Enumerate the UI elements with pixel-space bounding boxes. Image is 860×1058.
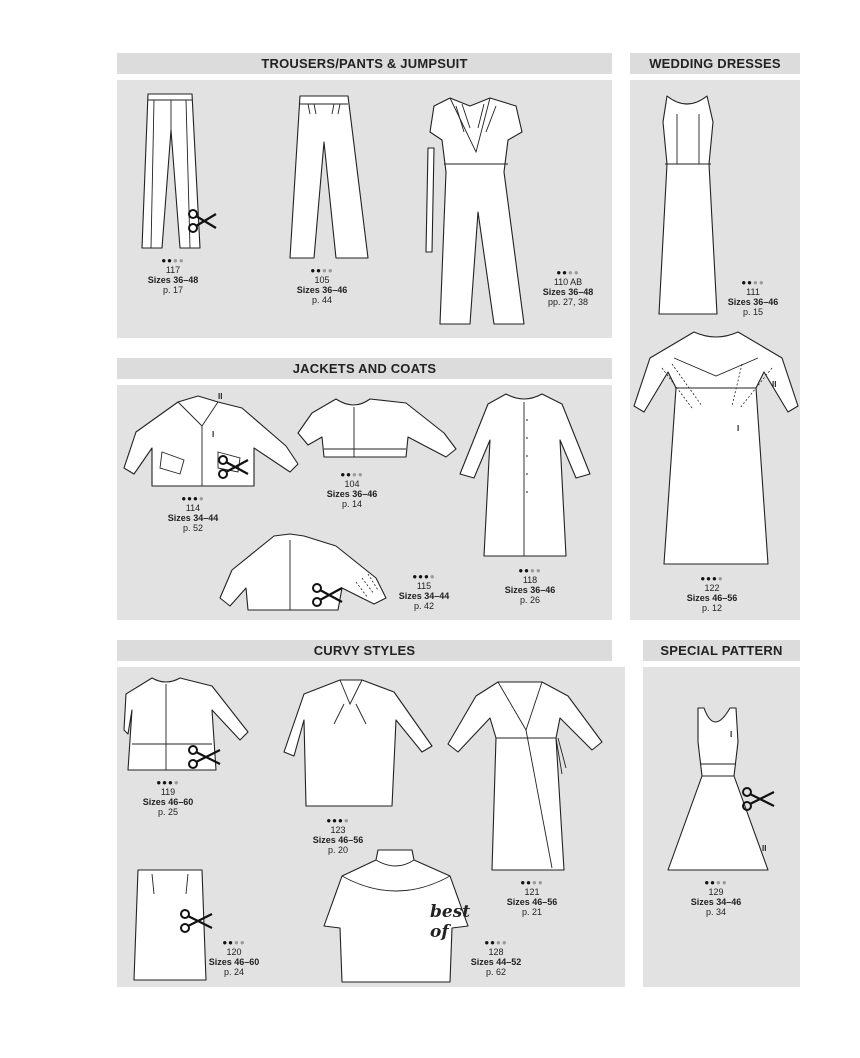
pattern-page: pp. 27, 38 [547,297,589,307]
garment-123-tunic[interactable] [282,676,436,810]
label-117 [133,256,213,295]
fitted-jacket-drawing [122,674,252,772]
difficulty-dots: ●●●● [340,470,364,479]
pattern-number: 105 [314,275,330,285]
section-header-trousers: TROUSERS/PANTS & JUMPSUIT [117,53,612,74]
pattern-number: 117 [165,265,181,275]
view-marker-two: II [762,844,767,853]
label-114 [153,494,233,533]
label-128 [456,938,536,977]
pattern-number: 110 AB [553,277,583,287]
wedding-gown-drawing [632,328,800,568]
section-header-jackets: JACKETS AND COATS [117,358,612,379]
pattern-sizes: Sizes 36–46 [504,585,556,595]
pattern-number: 122 [704,583,720,593]
garment-122-wedding-gown[interactable] [632,328,800,568]
scissors-icon [188,744,222,772]
short-jacket-drawing [218,532,390,612]
pattern-page: p. 52 [182,523,204,533]
difficulty-dots: ●●●● [484,938,508,947]
pattern-number: 128 [488,947,504,957]
best-of-badge: best of [430,902,471,942]
pattern-sizes: Sizes 46–56 [312,835,364,845]
section-header-special: SPECIAL PATTERN [643,640,800,661]
pattern-page: p. 24 [223,967,245,977]
pattern-page: p. 26 [519,595,541,605]
pattern-page: p. 20 [327,845,349,855]
label-121 [492,878,572,917]
label-122 [672,574,752,613]
pattern-page: p. 44 [311,295,333,305]
tunic-drawing [282,676,436,810]
garment-105-wide-trousers[interactable] [288,92,372,260]
garment-111-sheath-dress[interactable] [655,94,721,316]
pattern-page: p. 14 [341,499,363,509]
label-118 [490,566,570,605]
label-119 [128,778,208,817]
pattern-page: p. 15 [742,307,764,317]
garment-114-jacket[interactable] [122,392,302,488]
pattern-sizes: Sizes 36–46 [326,489,378,499]
view-marker-one: I [730,730,733,739]
sheath-dress-drawing [655,94,721,316]
garment-104-bomber[interactable] [296,393,458,461]
pattern-page: p. 21 [521,907,543,917]
pattern-sizes: Sizes 46–60 [208,957,260,967]
difficulty-dots: ●●●● [700,574,724,583]
pattern-page: p. 42 [413,601,435,611]
garment-117-trousers[interactable] [140,90,210,250]
label-115 [384,572,464,611]
pattern-sizes: Sizes 36–48 [542,287,594,297]
section-header-curvy: CURVY STYLES [117,640,612,661]
label-104 [312,470,392,509]
pattern-sizes: Sizes 46–60 [142,797,194,807]
label-129 [676,878,756,917]
pattern-page: p. 62 [485,967,507,977]
difficulty-dots: ●●●● [556,268,580,277]
difficulty-dots: ●●●● [704,878,728,887]
label-110 [528,268,608,307]
pattern-sizes: Sizes 34–44 [398,591,450,601]
wide-trousers-drawing [288,92,372,260]
jumpsuit-drawing [420,92,530,328]
view-marker-one: I [737,424,740,433]
garment-121-wrap-dress[interactable] [446,678,606,874]
garment-128-sweater[interactable] [322,846,470,984]
difficulty-dots: ●●●● [222,938,246,947]
label-120 [194,938,274,977]
pattern-sizes: Sizes 36–46 [296,285,348,295]
scissors-icon [742,786,776,814]
view-marker-two: II [772,380,777,389]
scissors-icon [180,908,214,936]
pattern-number: 118 [522,575,538,585]
section-header-wedding: WEDDING DRESSES [630,53,800,74]
difficulty-dots: ●●●● [326,816,350,825]
pattern-page: p. 25 [157,807,179,817]
pattern-sizes: Sizes 36–48 [147,275,199,285]
pattern-number: 123 [330,825,346,835]
pattern-number: 129 [708,887,724,897]
pattern-sizes: Sizes 34–44 [167,513,219,523]
pattern-number: 104 [344,479,360,489]
pattern-page: p. 12 [701,603,723,613]
wrap-dress-drawing [446,678,606,874]
pattern-number: 115 [416,581,432,591]
garment-110-jumpsuit[interactable] [420,92,530,328]
pattern-number: 120 [226,947,242,957]
difficulty-dots: ●●●● [181,494,205,503]
view-marker-one: I [212,430,215,439]
coat-drawing [456,390,594,560]
difficulty-dots: ●●●● [310,266,334,275]
pattern-number: 119 [160,787,176,797]
pattern-sizes: Sizes 46–56 [686,593,738,603]
garment-119-fitted-jacket[interactable] [122,674,252,772]
view-marker-two: II [218,392,223,401]
difficulty-dots: ●●●● [156,778,180,787]
pattern-page: p. 34 [705,907,727,917]
label-105 [282,266,362,305]
pattern-number: 111 [746,287,760,297]
difficulty-dots: ●●●● [412,572,436,581]
garment-115-short-jacket[interactable] [218,532,390,612]
bomber-drawing [296,393,458,461]
pattern-sizes: Sizes 36–46 [727,297,779,307]
pattern-sizes: Sizes 34–46 [690,897,742,907]
pattern-sizes: Sizes 46–56 [506,897,558,907]
pattern-sizes: Sizes 44–52 [470,957,522,967]
scissors-icon [312,582,344,610]
scissors-icon [188,208,218,236]
scissors-icon [218,454,250,482]
pattern-page: p. 17 [162,285,184,295]
pattern-number: 121 [524,887,540,897]
difficulty-dots: ●●●● [518,566,542,575]
difficulty-dots: ●●●● [741,278,765,287]
collar-jacket-drawing [122,392,302,488]
garment-129-flared-dress[interactable] [664,706,794,874]
garment-118-coat[interactable] [456,390,594,560]
difficulty-dots: ●●●● [520,878,544,887]
pattern-number: 114 [185,503,201,513]
label-111 [713,278,793,317]
difficulty-dots: ●●●● [161,256,185,265]
